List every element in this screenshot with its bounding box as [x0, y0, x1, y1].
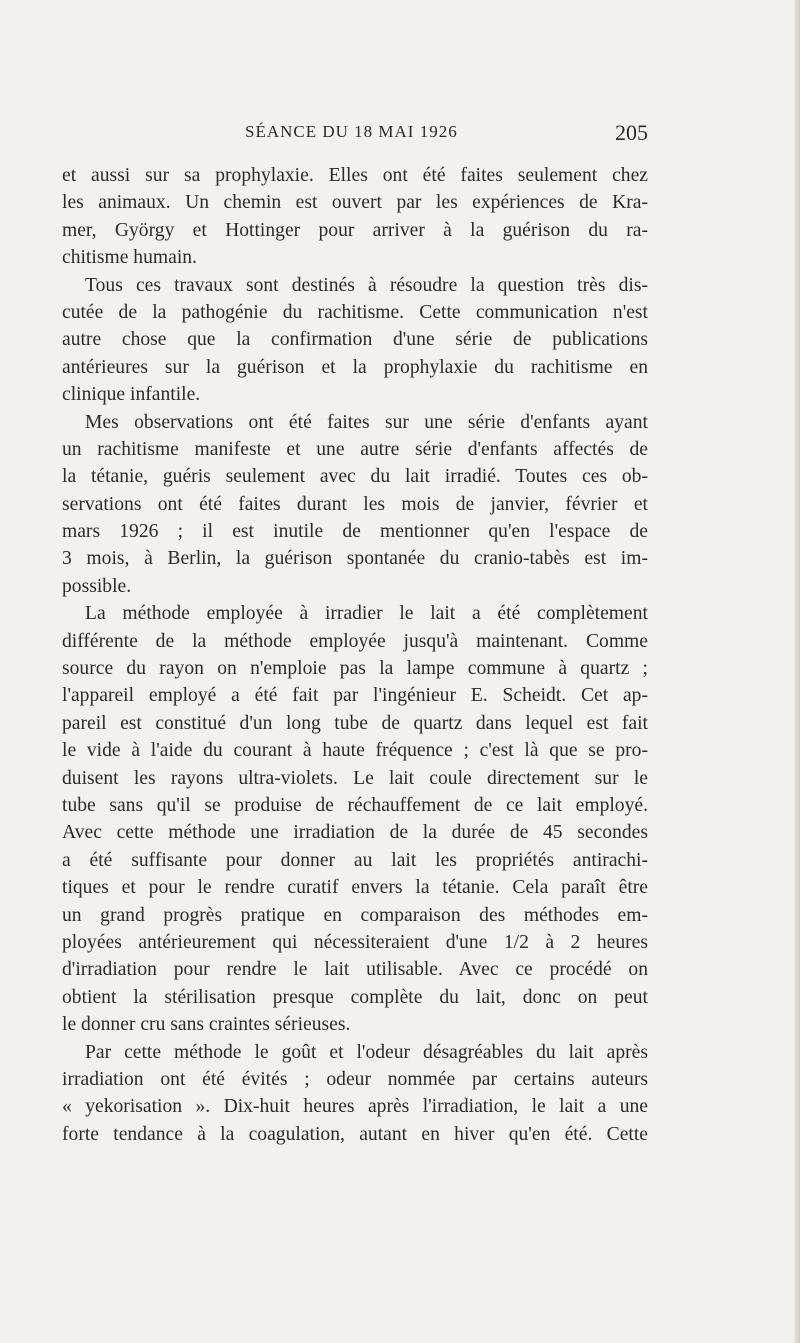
text-line: Mes observations ont été faites sur une série d'enfants ayant: [85, 411, 648, 433]
text-line: a été suffisante pour donner au lait les propriétés antirachi-: [62, 849, 648, 871]
text-line: forte tendance à la coagulation, autant en hiver qu'en été. Cette: [62, 1123, 648, 1145]
text-line: un grand progrès pratique en comparaison des méthodes em-: [62, 904, 648, 926]
text-line: tube sans qu'il se produise de réchauffement de ce lait employé.: [62, 794, 648, 816]
text-line: les animaux. Un chemin est ouvert par les expériences de Kra-: [62, 192, 648, 214]
text-line: « yekorisation ». Dix-huit heures après l'irradiation, le lait a une: [62, 1096, 648, 1118]
text-line: irradiation ont été évités ; odeur nommée par certains auteurs: [62, 1068, 648, 1090]
text-line: 3 mois, à Berlin, la guérison spontanée du cranio-tabès est im-: [62, 548, 648, 570]
text-line: Par cette méthode le goût et l'odeur désagréables du lait après: [85, 1041, 648, 1063]
text-line: pareil est constitué d'un long tube de quartz dans lequel est fait: [62, 712, 648, 734]
text-line: mer, György et Hottinger pour arriver à la guérison du ra-: [62, 219, 648, 241]
text-line: Avec cette méthode une irradiation de la durée de 45 secondes: [62, 822, 648, 844]
text-line: un rachitisme manifeste et une autre série d'enfants affectés de: [62, 438, 648, 460]
text-line: le donner cru sans craintes sérieuses.: [62, 1014, 351, 1036]
text-line: le vide à l'aide du courant à haute fréquence ; c'est là que se pro-: [62, 740, 648, 762]
text-line: différente de la méthode employée jusqu'à maintenant. Comme: [62, 630, 648, 652]
text-line: d'irradiation pour rendre le lait utilisable. Avec ce procédé on: [62, 959, 648, 981]
text-line: antérieures sur la guérison et la prophylaxie du rachitisme en: [62, 356, 648, 378]
text-line: cutée de la pathogénie du rachitisme. Cette communication n'est: [62, 301, 648, 323]
text-line: Tous ces travaux sont destinés à résoudre la question très dis-: [85, 274, 648, 296]
page-edge: [794, 0, 800, 1343]
page-number: 205: [615, 120, 648, 145]
text-line: tiques et pour le rendre curatif envers la tétanie. Cela paraît être: [62, 877, 648, 899]
text-line: duisent les rayons ultra-violets. Le lait coule directement sur le: [62, 767, 648, 789]
text-line: clinique infantile.: [62, 384, 201, 406]
text-line: ployées antérieurement qui nécessiteraient d'une 1/2 à 2 heures: [62, 931, 648, 953]
text-line: possible.: [62, 575, 132, 597]
text-line: mars 1926 ; il est inutile de mentionner qu'en l'espace de: [62, 521, 648, 543]
text-line: chitisme humain.: [62, 247, 197, 269]
text-line: obtient la stérilisation presque complète du lait, donc on peut: [62, 986, 648, 1008]
body-text: [62, 162, 648, 1148]
running-head: SÉANCE DU 18 MAI 1926: [245, 122, 458, 141]
text-line: et aussi sur sa prophylaxie. Elles ont été faites seulement chez: [62, 165, 648, 186]
text-line: La méthode employée à irradier le lait a été complètement: [85, 603, 648, 625]
text-line: autre chose que la confirmation d'une série de publications: [62, 329, 648, 351]
text-line: la tétanie, guéris seulement avec du lait irradié. Toutes ces ob-: [62, 466, 648, 488]
text-line: servations ont été faites durant les mois de janvier, février et: [62, 493, 648, 515]
text-line: l'appareil employé a été fait par l'ingénieur E. Scheidt. Cet ap-: [62, 685, 648, 707]
page-header: [62, 118, 648, 148]
text-line: source du rayon on n'emploie pas la lampe commune à quartz ;: [62, 658, 648, 680]
